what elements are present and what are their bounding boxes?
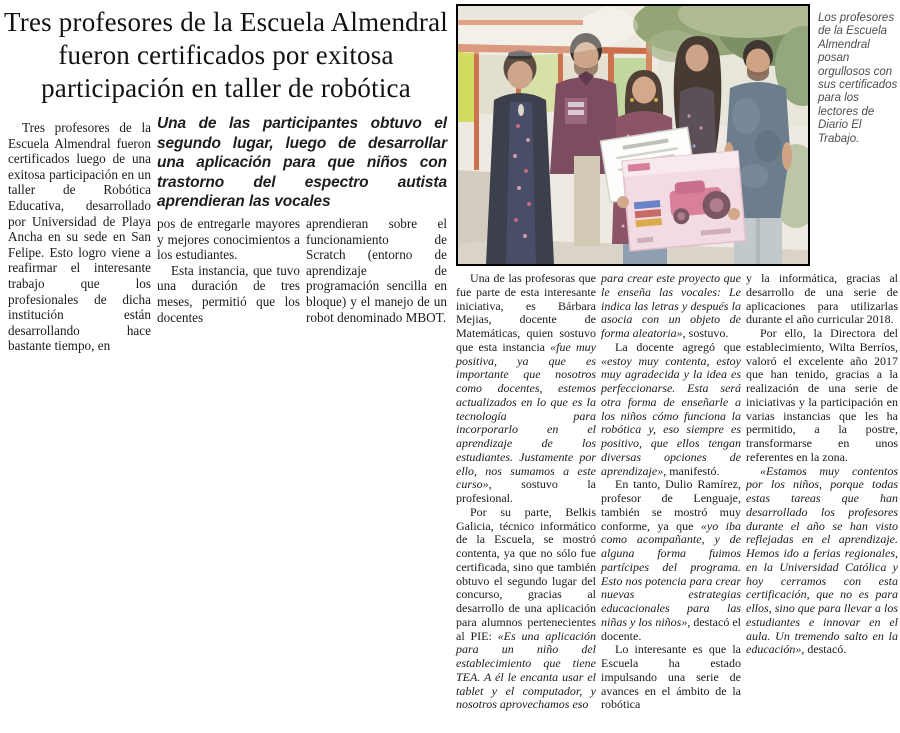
headline-line-1: Tres profesores de la Escuela Almendral: [4, 7, 448, 37]
body-column-top-1: Tres profesores de la Escuela Almendral fueron certificados luego de una exitosa participación en un taller de Robótica Educativa, desarrollado por Universidad de Playa Ancha en su sede en San Felipe. Esto logro viene a reafirmar el interesante trabajo que los profesionales de dicha institución están desarrollando hace bastante tiempo, en: [8, 120, 151, 354]
photo-illustration: [458, 6, 808, 264]
body-column-bottom-1: Una de las profesoras que fue parte de esta interesante iniciativa, es Bárbara Mejias, docente de Matemáticas, quien sostuvo que esta instancia «fue muy positiva, ya que es importante que nosotros como docentes, estemos actualizados en lo que es la tecnología para incorporarlo en el aprendizaje de los estudiantes. Justamente por ello, nos sumamos a este curso», sostuvo la profesional. Por su parte, Belkis Galicia, técnico informático de la Escuela, se mostró contenta, ya que no sólo fue certificada, sino que también obtuvo el segundo lugar del concurso, gracias al desarrollo de una aplicación para alumnos pertenecientes al PIE: «Es una aplicación para un niño del establecimiento que tiene TEA. A él le encanta usar el tablet y el computador, y nosotros aprovechamos eso: [456, 271, 596, 712]
body-column-bottom-2: para crear este proyecto que le enseña las vocales: Le indica las letras y después la asocia con un objeto de forma aleatoria», sostuvo. La docente agregó que «estoy muy contenta, estoy muy agradecida y la idea es perfeccionarse. Esta será otra forma de enseñarle a los niños cómo funciona la robótica y, eso siempre es positivo, que ellos tengan diversas opciones de aprendizaje», manifestó. En tanto, Dulio Ramírez, profesor de Lenguaje, también se mostró muy conforme, ya que «yo iba como acompañante, y de alguna forma fuimos partícipes del programa. Esto nos potencia para crear nuevas estrategias educacionales para las niñas y los niños», destacó el docente. Lo interesante es que la Escuela ha estado impulsando una serie de avances en el ámbito de la robótica: [601, 271, 741, 712]
body-column-top-2: pos de entregarle mayores y mejores conocimientos a los estudiantes. Esta instancia, que tuvo una duración de tres meses, permitió que los docentes: [157, 216, 300, 325]
body-column-bottom-3: y la informática, gracias al desarrollo de una serie de aplicaciones para utilizarlas durante el año curricular 2018. Por ello, la Directora del establecimiento, Wilta Berríos, valoró el excelente año 2017 que han tenido, gracias a la realización de una serie de iniciativas y la participación en varias instancias que les ha permitido, a la postre, transformarse en unos referentes en la zona. «Estamos muy contentos por los niños, porque todas estas tareas que han desarrollado los profesores durante el año se han visto reflejadas en el aprendizaje. Hemos ido a ferias regionales, en la Universidad Católica y hoy cerramos con esta certificación, que no es para ellos, sino que para llevar a los estudiantes e innovar en el aula. Un tremendo salto en la educación», destacó.: [746, 271, 898, 657]
photo-caption: Los profesores de la Escuela Almendral posan orgullosos con sus certificados para los lectores de Diario El Trabajo.: [818, 12, 898, 145]
body-column-top-3: aprendieran sobre el funcionamiento de Scratch (entorno de aprendizaje de programación sencilla en bloque) y el manejo de un robot denominado MBOT.: [306, 216, 447, 325]
article-subheadline: Una de las participantes obtuvo el segundo lugar, luego de desarrollar una aplicación para que niños con trastorno del espectro autista aprendieran las vocales: [157, 115, 447, 210]
article-photo: [456, 4, 810, 266]
headline-line-3: participación en taller de robótica: [41, 73, 411, 103]
article-headline: [4, 6, 448, 112]
headline-line-2: fueron certificados por exitosa: [58, 40, 394, 70]
